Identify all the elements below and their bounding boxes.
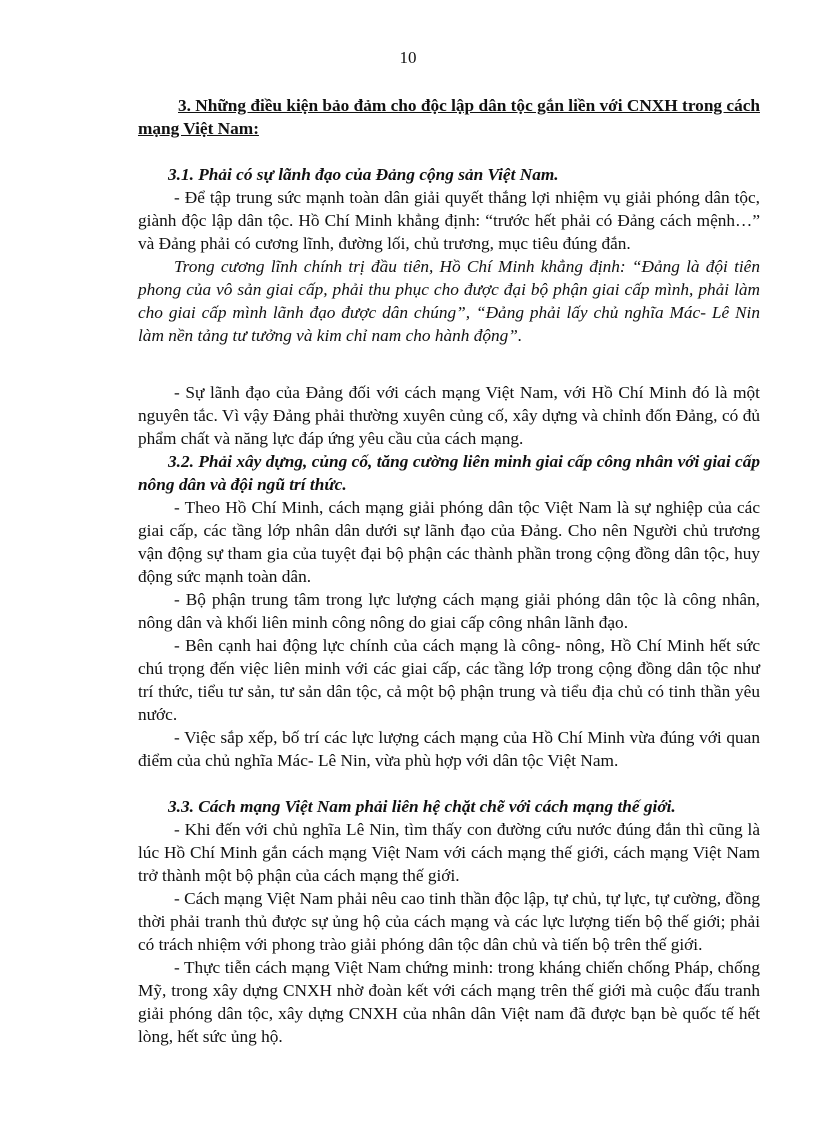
section-3-2-paragraph-4: - Việc sắp xếp, bố trí các lực lượng cách mạng của Hồ Chí Minh vừa đúng với quan điểm của chủ nghĩa Mác- Lê Nin, vừa phù hợp với dân tộc Việt Nam.	[138, 728, 760, 770]
document-body	[138, 94, 760, 1048]
section-3-2-paragraph-1: - Theo Hồ Chí Minh, cách mạng giải phóng dân tộc Việt Nam là sự nghiệp của các giai cấp, các tầng lớp nhân dân dưới sự lãnh đạo của Đảng. Cho nên Người chủ trương vận động sự tham gia của tuyệt đại bộ phận các thành phần trong cộng đồng dân tộc, huy động sức mạnh toàn dân.	[138, 498, 760, 586]
section-3-1-paragraph-2: - Sự lãnh đạo của Đảng đối với cách mạng Việt Nam, với Hồ Chí Minh đó là một nguyên tắc. Vì vậy Đảng phải thường xuyên củng cố, xây dựng và chỉnh đốn Đảng, có đủ phẩm chất và năng lực đáp ứng yêu cầu của cách mạng.	[138, 383, 760, 448]
page-number: 10	[399, 48, 417, 67]
section-3-3-paragraph-1: - Khi đến với chủ nghĩa Lê Nin, tìm thấy con đường cứu nước đúng đắn thì cũng là lúc Hồ Chí Minh gắn cách mạng Việt Nam với cách mạng thế giới, cách mạng Việt Nam trở thành một bộ phận của cách mạng thế giới.	[138, 820, 760, 885]
section-3-2-paragraph-3: - Bên cạnh hai động lực chính của cách mạng là công- nông, Hồ Chí Minh hết sức chú trọng đến việc liên minh với các giai cấp, các tầng lớp trong cộng đồng dân tộc như trí thức, tiểu tư sản, tư sản dân tộc, cả một bộ phận trung và tiểu địa chủ có tinh thần yêu nước.	[138, 636, 760, 724]
section-3-3-paragraph-3: - Thực tiễn cách mạng Việt Nam chứng minh: trong kháng chiến chống Pháp, chống Mỹ, trong xây dựng CNXH nhờ đoàn kết với cách mạng trên thế giới mà cuộc đấu tranh giải phóng dân tộc, xây dựng CNXH của nhân dân Việt nam đã được bạn bè quốc tế hết lòng, hết sức ủng hộ.	[138, 958, 760, 1046]
section-3-1-title: 3.1. Phải có sự lãnh đạo của Đảng cộng sản Việt Nam.	[168, 165, 559, 184]
chapter-heading: 3. Những điều kiện bảo đảm cho độc lập dân tộc gắn liền với CNXH trong cách mạng Việt Nam:	[138, 96, 760, 138]
section-3-1-paragraph-1: - Để tập trung sức mạnh toàn dân giải quyết thắng lợi nhiệm vụ giải phóng dân tộc, giành độc lập dân tộc. Hồ Chí Minh khẳng định: “trước hết phải có Đảng cách mệnh…” và Đảng phải có cương lĩnh, đường lối, chủ trương, mục tiêu đúng đắn.	[138, 188, 760, 253]
section-3-1-quote: Trong cương lĩnh chính trị đầu tiên, Hồ Chí Minh khẳng định: “Đảng là đội tiên phong của vô sản giai cấp, phải thu phục cho được đại bộ phận giai cấp mình, phải làm cho giai cấp mình lãnh đạo được dân chúng”, “Đảng phải lấy chủ nghĩa Mác- Lê Nin làm nền tảng tư tưởng và kim chỉ nam cho hành động”.	[138, 257, 760, 345]
section-3-2-title: 3.2. Phải xây dựng, củng cố, tăng cường liên minh giai cấp công nhân với giai cấp nông dân và đội ngũ trí thức.	[138, 452, 760, 494]
section-3-3-paragraph-2: - Cách mạng Việt Nam phải nêu cao tinh thần độc lập, tự chủ, tự lực, tự cường, đồng thời phải tranh thủ được sự ủng hộ của cách mạng và các lực lượng tiến bộ thế giới; phải có trách nhiệm với phong trào giải phóng dân tộc dân chủ và tiến bộ trên thế giới.	[138, 889, 760, 954]
section-3-2-paragraph-2: - Bộ phận trung tâm trong lực lượng cách mạng giải phóng dân tộc là công nhân, nông dân và khối liên minh công nông do giai cấp công nhân lãnh đạo.	[138, 590, 760, 632]
section-3-3-title: 3.3. Cách mạng Việt Nam phải liên hệ chặt chẽ với cách mạng thế giới.	[168, 797, 676, 816]
